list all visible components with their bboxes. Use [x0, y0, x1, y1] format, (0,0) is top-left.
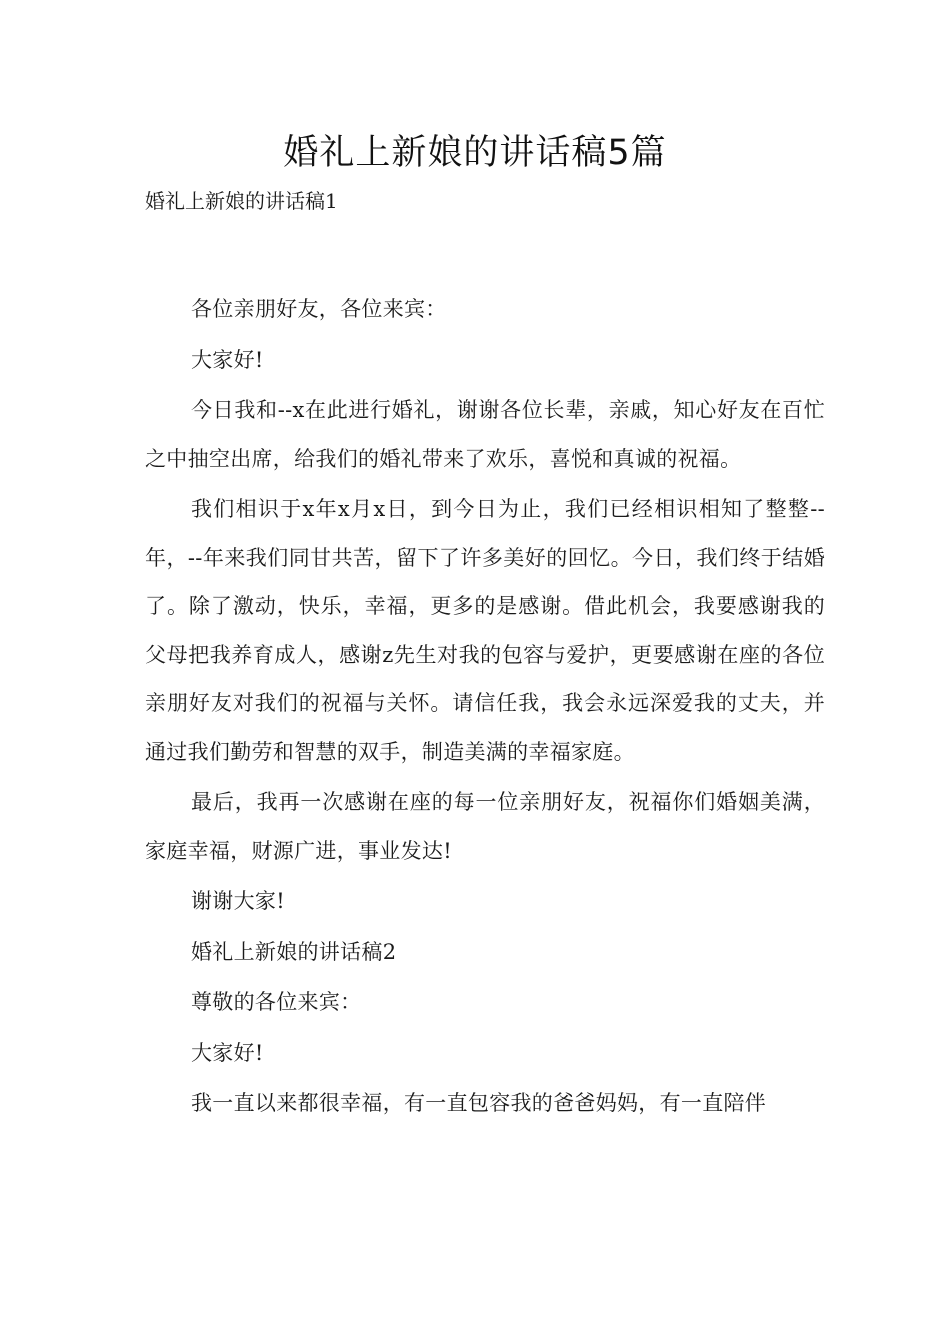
paragraph-hello-2: 大家好!	[191, 1040, 264, 1065]
paragraph-thanks: 今日我和--x在此进行婚礼，谢谢各位长辈，亲戚，知心好友在百忙之中抽空出席，给我们的婚礼带来了欢乐，喜悦和真诚的祝福。	[145, 398, 825, 471]
paragraph-story: 我们相识于x年x月x日，到今日为止，我们已经相识相知了整整--年，--年来我们同甘共苦，留下了许多美好的回忆。今日，我们终于结婚了。除了激动，快乐，幸福，更多的是感谢。借此机会，我要感谢我的父母把我养育成人，感谢z先生对我的包容与爱护，更要感谢在座的各位亲朋好友对我们的祝福与关怀。请信任我，我会永远深爱我的丈夫，并通过我们勤劳和智慧的双手，制造美满的幸福家庭。	[145, 497, 825, 764]
section-heading-1: 婚礼上新娘的讲话稿1	[145, 189, 338, 213]
paragraph-hello: 大家好!	[191, 347, 264, 372]
paragraph-closing: 最后，我再一次感谢在座的每一位亲朋好友，祝福你们婚姻美满，家庭幸福，财源广进，事业发达!	[145, 790, 825, 863]
paragraph-intro-2: 我一直以来都很幸福，有一直包容我的爸爸妈妈，有一直陪伴	[191, 1091, 767, 1115]
section-heading-2: 婚礼上新娘的讲话稿2	[191, 939, 397, 964]
paragraph-greeting-2: 尊敬的各位来宾：	[191, 990, 362, 1014]
paragraph-thank-all: 谢谢大家!	[191, 889, 285, 913]
document-body	[145, 285, 825, 1130]
document-title: 婚礼上新娘的讲话稿5篇	[283, 133, 667, 173]
paragraph-greeting: 各位亲朋好友，各位来宾：	[191, 297, 447, 321]
